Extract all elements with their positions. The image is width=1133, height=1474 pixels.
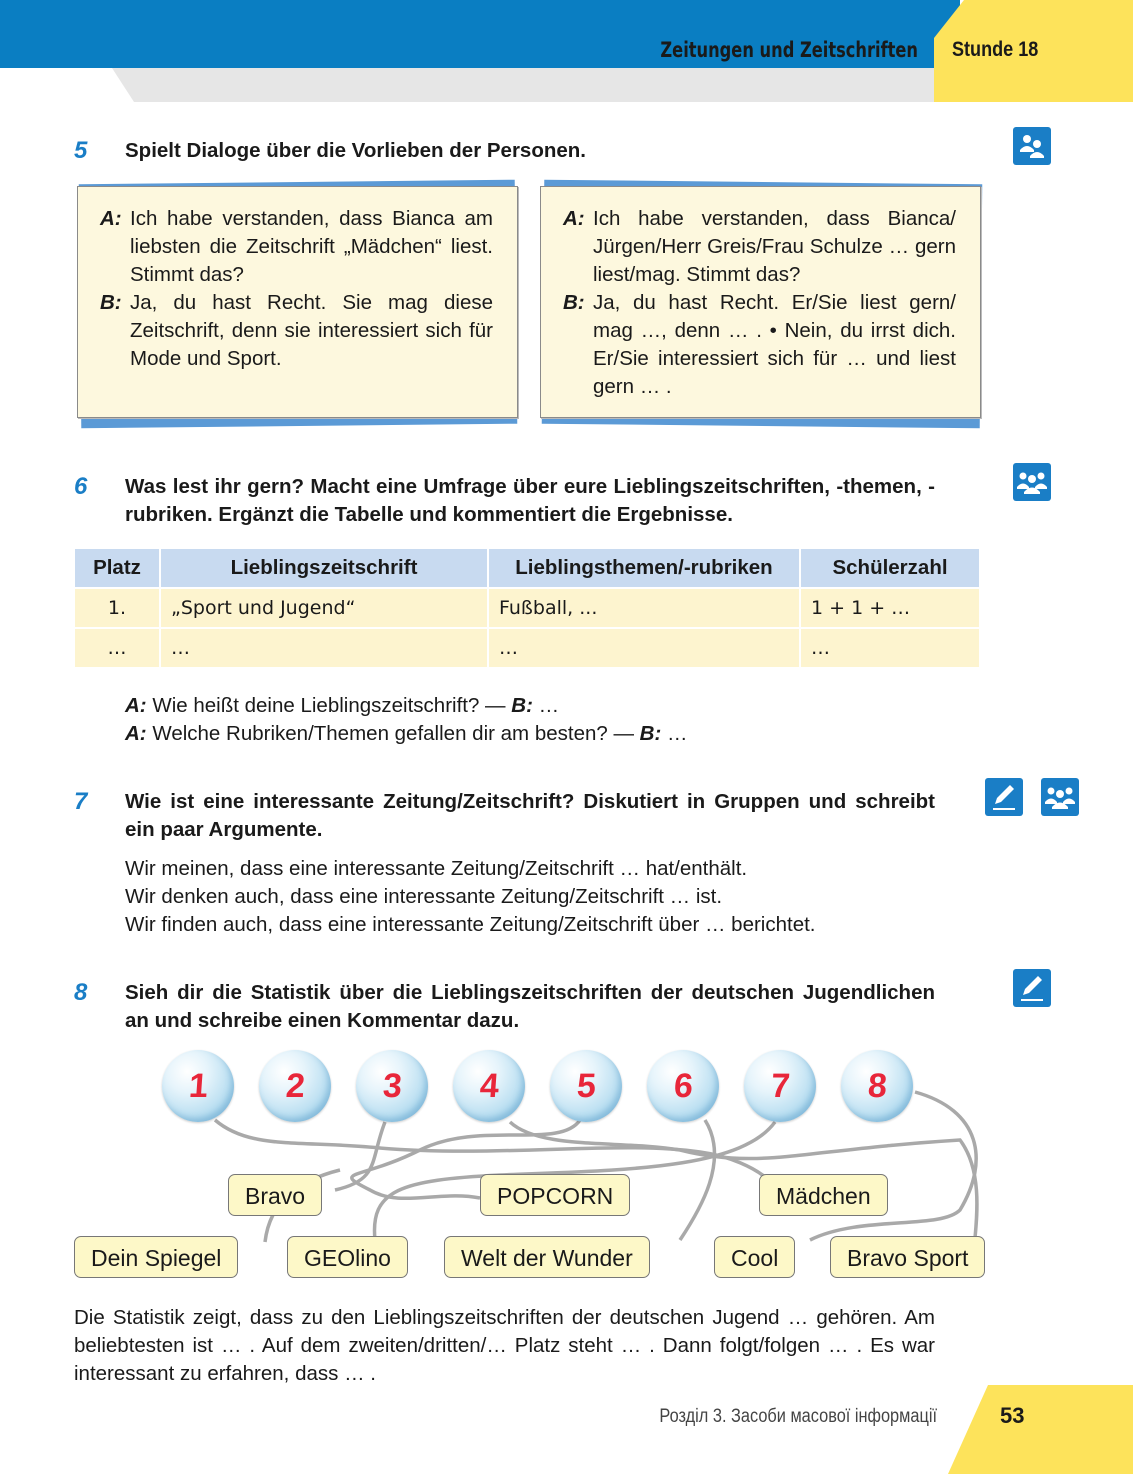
rank-number: 2 — [284, 1066, 306, 1105]
example-line: Wir finden auch, dass eine interessante Zeitung/Zeitschrift über … berichtet. — [125, 913, 816, 936]
speaker-label: A: — [125, 694, 147, 717]
dialog-line — [100, 205, 493, 289]
lesson-label: Stunde 18 — [952, 38, 1039, 61]
magazine-tag: Welt der Wunder — [444, 1236, 650, 1278]
rank-number: 3 — [381, 1066, 403, 1105]
rank-number: 4 — [478, 1066, 500, 1105]
speaker-label: B: — [563, 291, 585, 314]
section-title: Розділ 3. Засоби масової інформації — [659, 1406, 937, 1427]
table-header-row — [75, 549, 979, 587]
magazine-tag: GEOlino — [287, 1236, 408, 1278]
comment-template: Die Statistik zeigt, dass zu den Lieblingszeitschriften der deutschen Jugend … gehören. Am beliebtesten ist … . Auf dem zweiten/dritten/… Platz steht … . Dann folgt/folgen … . Es war interessant zu erfahren, dass … . — [74, 1306, 935, 1385]
dialog-box-example — [77, 186, 518, 418]
rank-number: 1 — [187, 1066, 209, 1105]
column-header: Schülerzahl — [801, 549, 979, 587]
rank-bubble — [259, 1050, 331, 1122]
dialog-line — [563, 205, 956, 289]
dialog-text: … — [538, 694, 560, 717]
footer-page-tab — [948, 1385, 1133, 1474]
rank-bubble — [841, 1050, 913, 1122]
dialog-line — [125, 720, 688, 748]
magazine-tag: Bravo Sport — [830, 1236, 985, 1278]
table-cell: 1. — [75, 589, 159, 627]
rank-bubble — [356, 1050, 428, 1122]
exercise-number: 8 — [74, 979, 88, 1006]
column-header: Lieblingsthemen/-rubriken — [489, 549, 799, 587]
speaker-label: B: — [639, 722, 662, 745]
table-cell: … — [489, 629, 799, 667]
exercise-number: 7 — [74, 788, 88, 815]
table-cell: Fußball, ... — [489, 589, 799, 627]
speaker-label: A: — [100, 207, 122, 230]
table-cell: … — [75, 629, 159, 667]
dialog-line — [125, 692, 559, 720]
example-line: Wir denken auch, dass eine interessante Zeitung/Zeitschrift … ist. — [125, 885, 723, 908]
speaker-label: B: — [100, 291, 122, 314]
page-title: Zeitungen und Zeitschriften — [660, 38, 918, 62]
rank-bubble — [550, 1050, 622, 1122]
dialog-text: Ja, du hast Recht. Er/Sie liest gern/ mag …, denn … . • Nein, du irrst dich. Er/Sie interessiert sich für … und liest gern … . — [593, 291, 956, 398]
speaker-label: A: — [563, 207, 585, 230]
exercise-number: 6 — [74, 473, 88, 500]
exercise-instruction: Was lest ihr gern? Macht eine Umfrage über eure Lieblingszeitschriften, -themen, -rubriken. Ergänzt die Tabelle und kommentiert die Ergebnisse. — [125, 475, 935, 526]
exercise-instruction: Sieh dir die Statistik über die Lieblingszeitschriften der deutschen Jugendlichen an und schreibe einen Kommentar dazu. — [125, 981, 935, 1032]
dialog-text: … — [667, 722, 688, 745]
dialog-text: Welche Rubriken/Themen gefallen dir am besten? — — [152, 722, 634, 745]
exercise-instruction: Spielt Dialoge über die Vorlieben der Personen. — [125, 139, 586, 162]
writing-icon — [985, 778, 1023, 816]
example-sentences — [125, 855, 935, 939]
pair-work-icon — [1013, 127, 1051, 165]
rank-bubble — [453, 1050, 525, 1122]
rank-bubble — [647, 1050, 719, 1122]
rank-number: 8 — [866, 1066, 888, 1105]
magazine-tag: POPCORN — [480, 1174, 630, 1216]
dialog-box-template — [540, 186, 981, 418]
dialog-text: Ich habe verstanden, dass Bianca/ Jürgen/Herr Greis/Frau Schulze … gern liest/mag. Stimmt das? — [593, 207, 956, 286]
dialog-line — [563, 289, 956, 401]
rank-bubble — [162, 1050, 234, 1122]
example-line: Wir meinen, dass eine interessante Zeitung/Zeitschrift … hat/enthält. — [125, 857, 748, 880]
column-header: Platz — [75, 549, 159, 587]
exercise-instruction: Wie ist eine interessante Zeitung/Zeitschrift? Diskutiert in Gruppen und schreibt ein paar Argumente. — [125, 790, 935, 841]
speaker-label: B: — [511, 694, 533, 717]
magazine-tag: Dein Spiegel — [74, 1236, 238, 1278]
magazine-tag: Cool — [714, 1236, 795, 1278]
table-cell: … — [801, 629, 979, 667]
rank-number: 7 — [769, 1066, 791, 1105]
table-cell: „Sport und Jugend“ — [161, 589, 487, 627]
magazine-tag: Bravo — [228, 1174, 322, 1216]
writing-icon — [1013, 969, 1051, 1007]
dialog-text: Ja, du hast Recht. Sie mag diese Zeitschrift, denn sie interessiert sich für Mode und Sport. — [130, 291, 493, 370]
column-header: Lieblingszeitschrift — [161, 549, 487, 587]
page-number: 53 — [1000, 1403, 1025, 1428]
dialog-text: Ich habe verstanden, dass Bianca am liebsten die Zeitschrift „Mädchen“ liest. Stimmt das? — [130, 207, 493, 286]
group-work-icon — [1013, 463, 1051, 501]
table-cell: 1 + 1 + … — [801, 589, 979, 627]
rank-number: 5 — [575, 1066, 597, 1105]
exercise-number: 5 — [74, 137, 88, 164]
group-work-icon — [1041, 778, 1079, 816]
magazine-tag: Mädchen — [759, 1174, 888, 1216]
table-cell: … — [161, 629, 487, 667]
dialog-line — [100, 289, 493, 373]
header-shadow-bar — [112, 68, 942, 102]
rank-number: 6 — [672, 1066, 694, 1105]
table-row — [75, 629, 979, 667]
table-row — [75, 589, 979, 627]
survey-table — [73, 547, 981, 669]
rank-bubble — [744, 1050, 816, 1122]
dialog-text: Wie heißt deine Lieblingszeitschrift? — — [152, 694, 506, 717]
speaker-label: A: — [125, 722, 147, 745]
